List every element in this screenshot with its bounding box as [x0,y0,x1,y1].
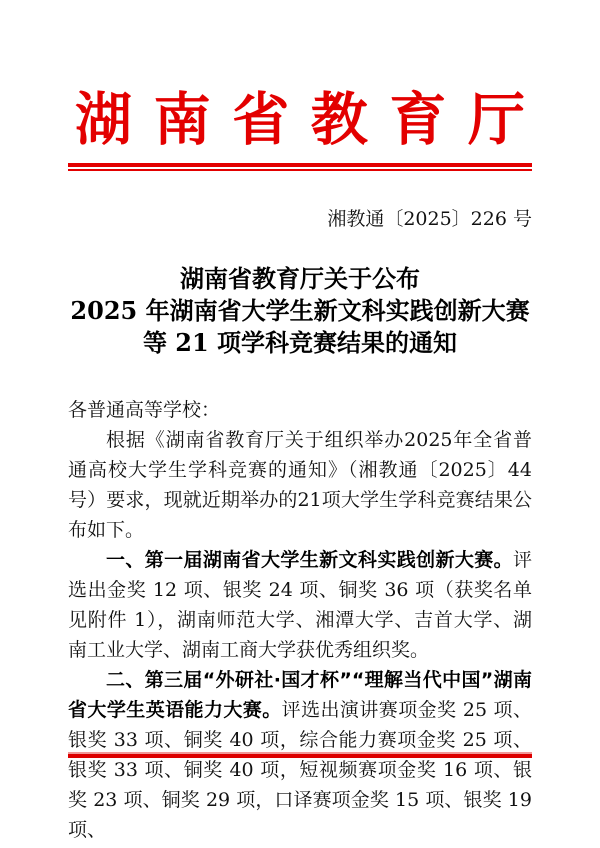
paragraph-intro [68,425,532,545]
paragraph-item-1 [68,545,532,665]
agency-name [75,86,525,153]
paragraph-lead: 二、第三届“外研社·国才杯”“理解当代中国”湖南省大学生英语能力大赛。 [68,669,532,721]
letterhead-red-rule [68,163,532,171]
doc-number: 湘教通〔2025〕226 号 [327,208,532,230]
agency-char: 省 [232,86,290,153]
notice-title-line-3: 等 21 项学科竞赛结果的通知 [142,328,458,357]
notice-title-line-2: 2025 年湖南省大学生新文科实践创新大赛 [70,296,530,325]
notice-title [0,263,600,359]
notice-title-line-1: 湖南省教育厅关于公布 [180,264,420,293]
paragraph-lead: 一、第一届湖南省大学生新文科实践创新大赛。 [106,549,513,571]
paragraph-text: 评选出演讲赛项金奖 25 项、银奖 33 项、铜奖 40 项，综合能力赛项金奖 25 项、银奖 33 项、铜奖 40 项，短视频赛项金奖 16 项、银奖 23 项、铜奖 29 项，口译赛项金奖 15 项、银奖 19 项、 [68,699,532,841]
salutation: 各普通高等学校： [68,399,221,421]
paragraph-text: 根据《湖南省教育厅关于组织举办2025年全省普通高校大学生学科竞赛的通知》（湘教通〔2025〕44号）要求，现就近期举办的21项大学生学科竞赛结果公布如下。 [68,429,532,541]
red-rule-thick-line [68,163,532,167]
red-rule-thin-line [68,169,532,171]
agency-char: 育 [389,86,447,153]
agency-char: 厅 [467,86,525,153]
paragraph-text: 评选出金奖 12 项、银奖 24 项、铜奖 36 项（获奖名单见附件 1），湖南师范大学、湘潭大学、吉首大学、湖南工业大学、湖南工商大学获优秀组织奖。 [68,549,532,661]
agency-char: 教 [310,86,368,153]
agency-char: 湖 [75,86,132,153]
bottom-rule-thick-line [68,754,532,758]
bottom-red-rule [68,752,532,758]
doc-body [68,395,532,845]
agency-char: 南 [153,86,211,153]
letterhead [75,0,525,153]
